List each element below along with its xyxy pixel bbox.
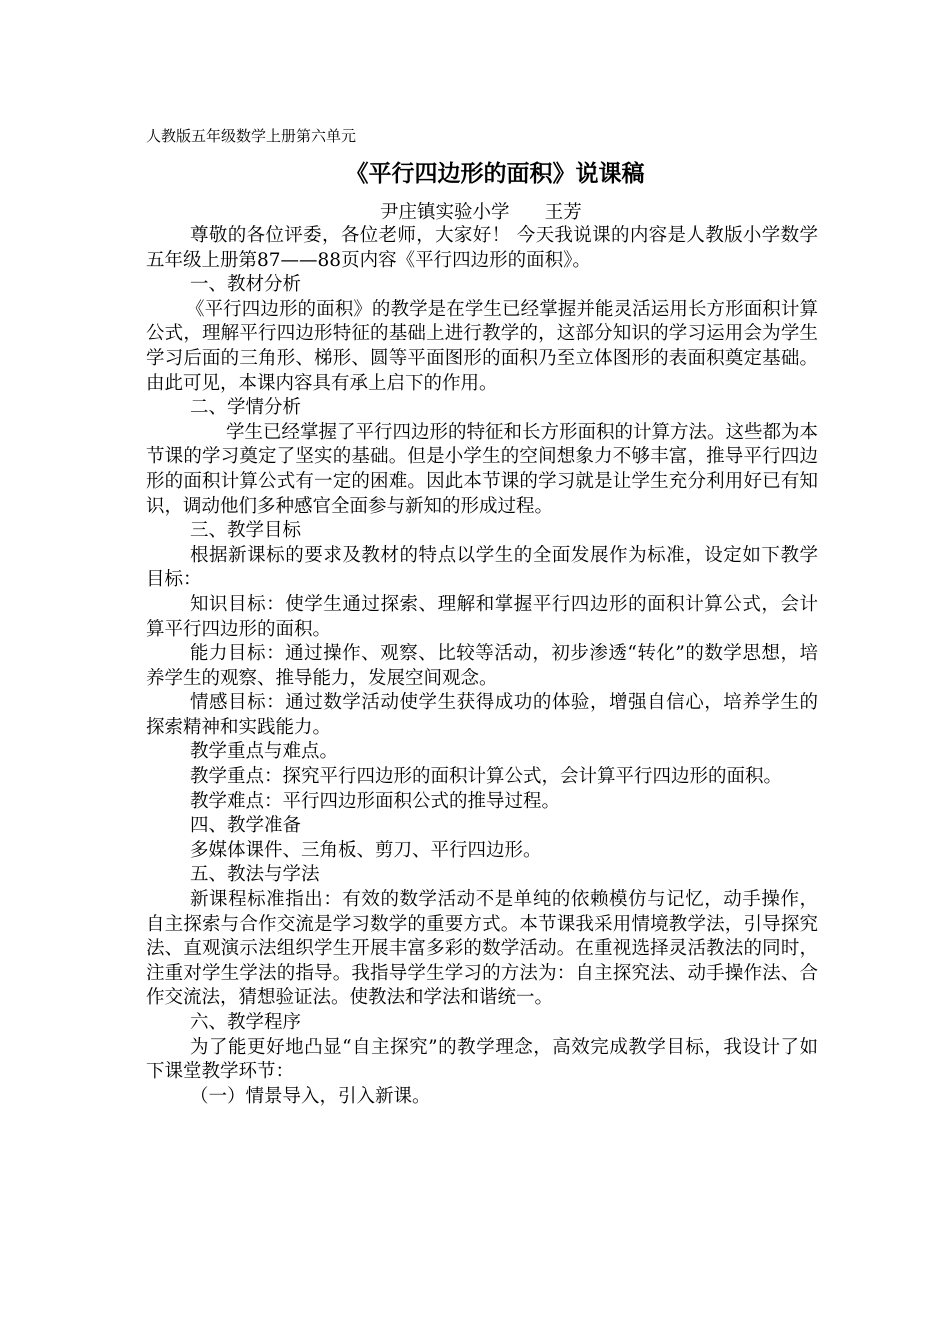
- paragraph: 《平行四边形的面积》的教学是在学生已经掌握并能灵活运用长方形面积计算公式，理解平行四边形特征的基础上进行教学的，这部分知识的学习运用会为学生学习后面的三角形、梯形、圆等平面图形的面积乃至立体图形的表面积奠定基础。由此可见，本课内容具有承上启下的作用。: [146, 298, 818, 394]
- paragraph: 情感目标：通过数学活动使学生获得成功的体验，增强自信心，培养学生的探索精神和实践能力。: [146, 692, 818, 738]
- subsection-heading: （一）情景导入，引入新课。: [190, 1085, 431, 1107]
- paragraph: 教学重点：探究平行四边形的面积计算公式，会计算平行四边形的面积。: [190, 766, 783, 788]
- paragraph: 多媒体课件、三角板、剪刀、平行四边形。: [190, 839, 542, 861]
- paragraph: 教学难点：平行四边形面积公式的推导过程。: [190, 790, 561, 812]
- paragraph: 知识目标：使学生通过探索、理解和掌握平行四边形的面积计算公式，会计算平行四边形的面积。: [146, 593, 818, 640]
- paragraph: 学生已经掌握了平行四边形的特征和长方形面积的计算方法。这些都为本节课的学习奠定了坚实的基础。但是小学生的空间想象力不够丰富，推导平行四边形的面积计算公式有一定的困难。因此本节课的学习就是让学生充分利用好已有知识，调动他们多种感官全面参与新知的形成过程。: [146, 421, 819, 517]
- section-heading: 四、教学准备: [190, 815, 302, 837]
- section-heading: 五、教法与学法: [190, 864, 320, 886]
- paragraph: 新课程标准指出：有效的数学活动不是单纯的依赖模仿与记忆，动手操作，自主探索与合作交流是学习数学的重要方式。本节课我采用情境教学法，引导探究法、直观演示法组织学生开展丰富多彩的数学活动。在重视选择灵活教法的同时，注重对学生学法的指导。我指导学生学习的方法为：自主探究法、动手操作法、合作交流法，猜想验证法。使教法和学法和谐统一。: [146, 889, 818, 1009]
- document-body: [146, 224, 818, 1109]
- document-title: 《平行四边形的面积》说课稿: [345, 161, 645, 187]
- section-heading: 二、学情分析: [190, 397, 302, 419]
- paragraph: 为了能更好地凸显“自主探究”的教学理念，高效完成教学目标，我设计了如下课堂教学环节：: [146, 1036, 818, 1083]
- paragraph-greeting: 尊敬的各位评委，各位老师，大家好！ 今天我说课的内容是人教版小学数学五年级上册第87——88页内容《平行四边形的面积》。: [146, 225, 818, 271]
- author-byline: 尹庄镇实验小学 王芳: [380, 202, 582, 223]
- section-heading: 六、教学程序: [190, 1012, 302, 1033]
- paragraph: 能力目标：通过操作、观察、比较等活动，初步渗透“转化”的数学思想，培养学生的观察、推导能力，发展空间观念。: [146, 643, 818, 689]
- paragraph: 教学重点与难点。: [190, 741, 339, 763]
- header-note: 人教版五年级数学上册第六单元: [146, 127, 357, 145]
- paragraph: 根据新课标的要求及教材的特点以学生的全面发展作为标准，设定如下教学目标：: [146, 544, 818, 591]
- section-heading: 一、教材分析: [190, 274, 302, 296]
- section-heading: 三、教学目标: [190, 520, 302, 542]
